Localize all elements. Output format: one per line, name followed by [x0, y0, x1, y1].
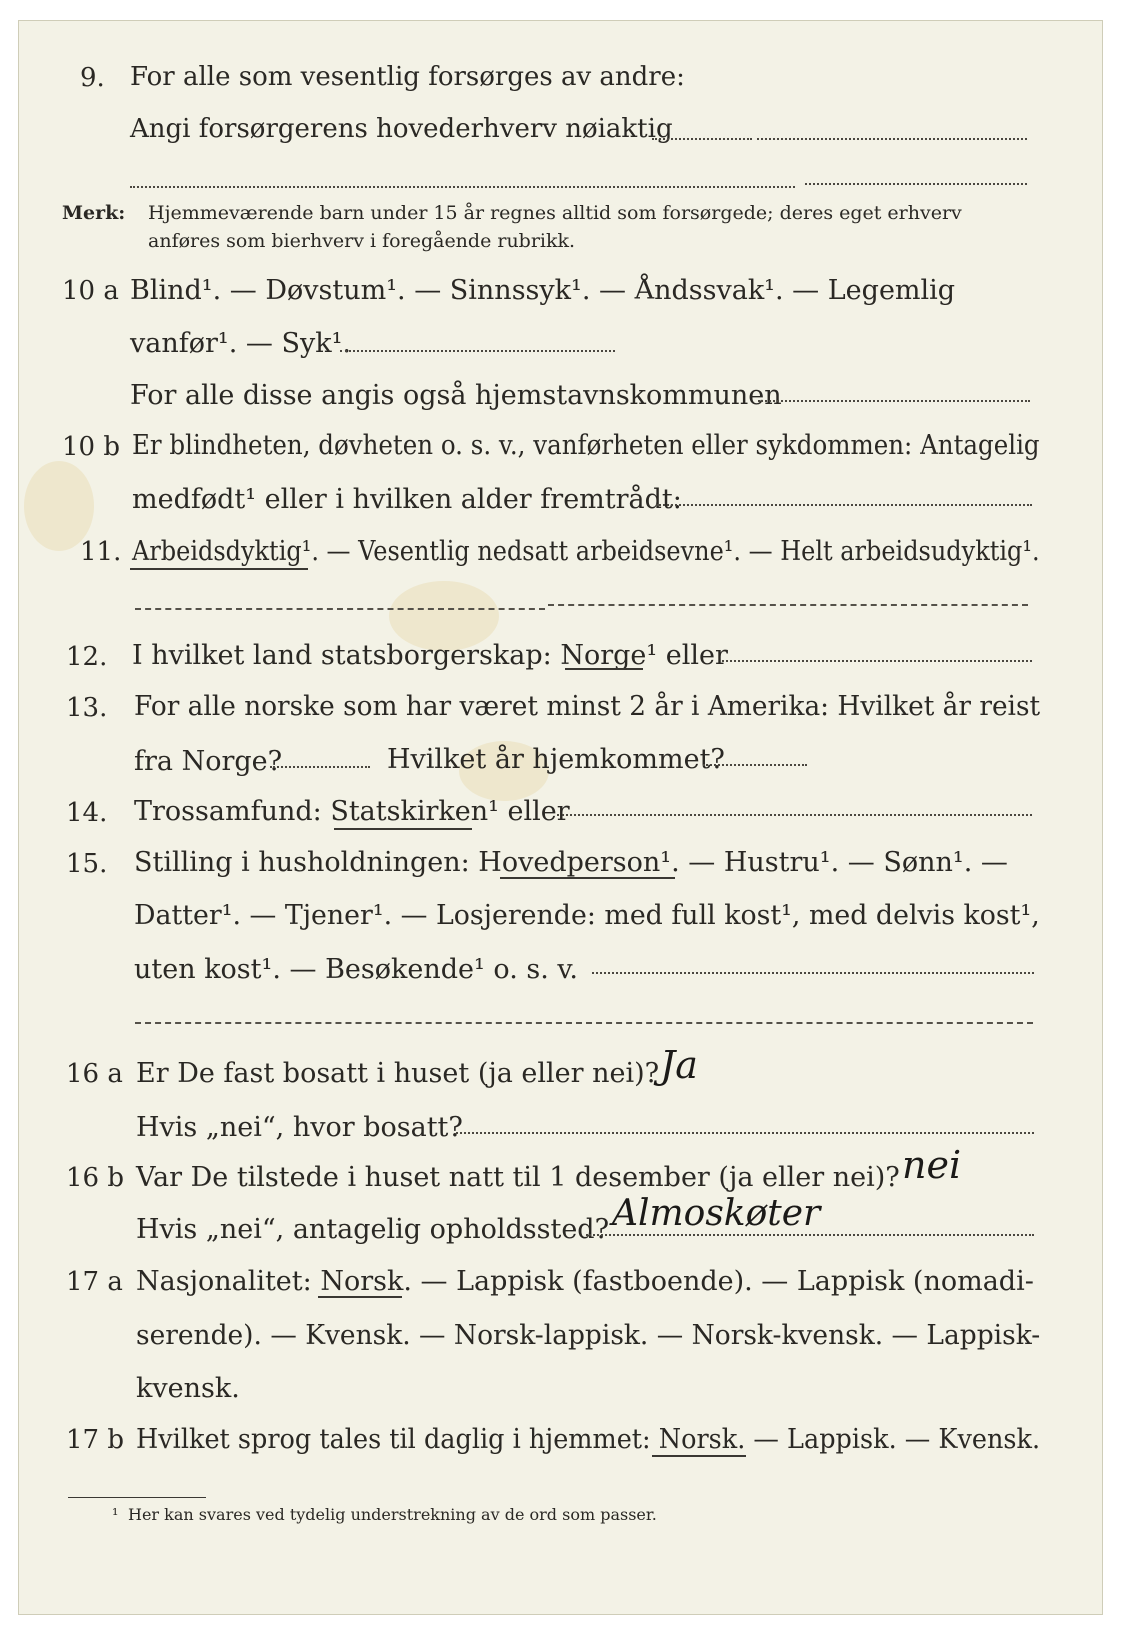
question-text: Hvilket sprog tales til daglig i hjemmet: Norsk. — Lappisk. — Kvensk. [136, 1424, 1041, 1455]
note-text: Hjemmeværende barn under 15 år regnes alltid som forsørgede; deres eget erhverv [148, 202, 962, 224]
answer-underline [334, 828, 472, 830]
answer-line [805, 183, 1027, 185]
answer-underline [500, 877, 675, 879]
question-text: medfødt¹ eller i hvilken alder fremtrådt: [132, 484, 682, 515]
question-number: 11. [80, 537, 122, 567]
question-number: 15. [66, 849, 108, 879]
question-text: Nasjonalitet: Norsk. — Lappisk (fastboende). — Lappisk (nomadi- [136, 1266, 1034, 1297]
question-text: fra Norge? [134, 746, 283, 777]
answer-line [586, 1234, 1034, 1236]
question-number: 13. [66, 693, 108, 723]
footnote-text: Her kan svares ved tydelig understrekning av de ord som passer. [128, 1505, 657, 1524]
question-text: I hvilket land statsborgerskap: Norge¹ eller [132, 640, 728, 671]
answer-line [757, 138, 1027, 140]
question-text: Er De fast bosatt i huset (ja eller nei)? [136, 1058, 660, 1089]
answer-underline [130, 568, 308, 570]
question-text: Hvilket år hjemkommet? [387, 744, 725, 775]
question-text: Stilling i husholdningen: Hovedperson¹. — Hustru¹. — Sønn¹. — [134, 847, 1008, 878]
question-text: For alle norske som har været minst 2 år i Amerika: Hvilket år reist [134, 691, 1041, 722]
separator-line [135, 1022, 1033, 1024]
answer-line [130, 186, 795, 188]
question-text: serende). — Kvensk. — Norsk-lappisk. — Norsk-kvensk. — Lappisk- [136, 1320, 1041, 1351]
answer-line [656, 504, 1032, 506]
answer-line [557, 814, 1032, 816]
question-number: 14. [66, 798, 108, 828]
question-text: Arbeidsdyktig¹. — Vesentlig nedsatt arbeidsevne¹. — Helt arbeidsudyktig¹. [132, 536, 1040, 567]
question-text: For alle som vesentlig forsørges av andre: [130, 62, 685, 92]
question-text: Er blindheten, døvheten o. s. v., vanførheten eller sykdommen: Antagelig [132, 430, 1040, 461]
note-label: Merk: [62, 202, 126, 224]
handwritten-answer: nei [902, 1143, 962, 1187]
question-text: Var De tilstede i huset natt til 1 desember (ja eller nei)? [136, 1162, 900, 1193]
answer-line [456, 1132, 1034, 1134]
answer-line [722, 660, 1032, 662]
question-text: vanfør¹. — Syk¹. [130, 328, 351, 359]
question-number: 12. [66, 642, 108, 672]
question-text: Hvis „nei“, hvor bosatt? [136, 1112, 463, 1143]
answer-line [270, 766, 370, 768]
question-text: uten kost¹. — Besøkende¹ o. s. v. [134, 954, 579, 985]
question-number: 10 b [62, 432, 120, 462]
answer-line [340, 350, 615, 352]
question-number: 16 b [66, 1163, 124, 1193]
answer-underline [318, 1296, 402, 1298]
footnote-separator [68, 1497, 206, 1498]
question-text: Trossamfund: Statskirken¹ eller [134, 796, 570, 827]
footnote-mark: ¹ [112, 1505, 119, 1524]
question-number: 9. [80, 63, 105, 93]
question-number: 10 a [62, 276, 119, 306]
question-text: Hvis „nei“, antagelig opholdssted? [136, 1214, 610, 1245]
separator-line [135, 608, 545, 610]
question-text: Datter¹. — Tjener¹. — Losjerende: med full kost¹, med delvis kost¹, [134, 900, 1040, 931]
question-number: 17 a [66, 1267, 123, 1297]
question-number: 16 a [66, 1059, 123, 1089]
separator-line [548, 604, 1028, 606]
question-text: kvensk. [136, 1373, 240, 1404]
question-text: For alle disse angis også hjemstavnskommunen [130, 380, 782, 411]
question-number: 17 b [66, 1425, 124, 1455]
question-text: Angi forsørgerens hovederhverv nøiaktig [130, 114, 673, 144]
answer-line [758, 400, 1030, 402]
question-text: Blind¹. — Døvstum¹. — Sinnssyk¹. — Åndssvak¹. — Legemlig [130, 275, 956, 306]
note-text: anføres som bierhverv i foregående rubrikk. [148, 230, 576, 252]
answer-line [652, 138, 752, 140]
handwritten-answer: Almoskøter [612, 1193, 821, 1234]
handwritten-answer: Ja [660, 1043, 698, 1087]
answer-line [592, 972, 1034, 974]
answer-underline [652, 1455, 746, 1457]
answer-underline [565, 668, 643, 670]
answer-line [703, 764, 807, 766]
